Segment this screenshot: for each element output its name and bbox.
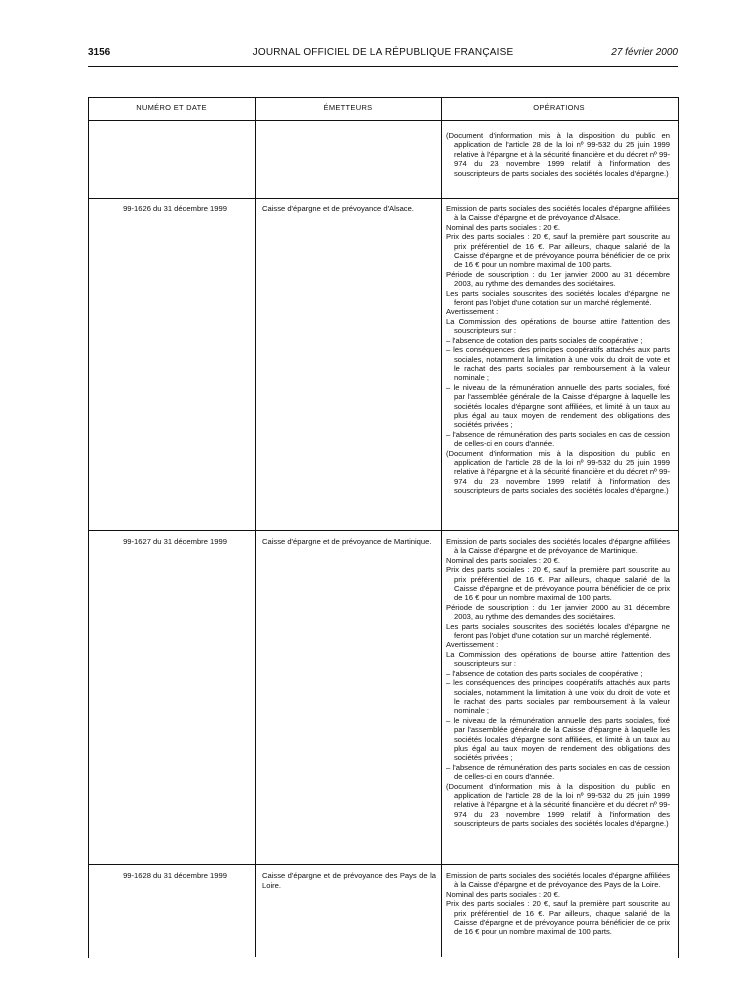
operation-text: Période de souscription : du 1er janvier 2000 au 31 décembre 2003, au rythme des demandes des sociétaires. [446, 602, 670, 622]
operation-text: Emission de parts sociales des sociétés locales d'épargne affiliées à la Caisse d'épargne et de prévoyance des Pays de la Loire. [446, 871, 670, 890]
table-row-continuation [446, 131, 670, 178]
operation-text: (Document d'information mis à la disposition du public en application de l'article 28 de la loi nº 99-532 du 25 juin 1999 relative à l'épargne et à la sécurité financière et du décret nº 99-974 du 23 novembre 1999 relatif à l'information des souscripteurs de parts sociales des sociétés locales d'épargne.) [446, 131, 670, 178]
operation-text: Les parts sociales souscrites des sociétés locales d'épargne ne feront pas l'objet d'une cotation sur un marché réglementé. [446, 288, 670, 308]
row-number: 99-1626 du 31 décembre 1999 [123, 204, 227, 213]
operation-text: Emission de parts sociales des sociétés locales d'épargne affiliées à la Caisse d'épargne et de prévoyance d'Alsace. [446, 204, 670, 223]
operation-text: (Document d'information mis à la disposition du public en application de l'article 28 de la loi nº 99-532 du 25 juin 1999 relative à l'épargne et à la sécurité financière et du décret nº 99-974 du 23 novembre 1999 relatif à l'information des souscripteurs de parts sociales des sociétés locales d'épargne.) [446, 781, 670, 829]
operation-text: Prix des parts sociales : 20 €, sauf la première part souscrite au prix préférentiel de 16 €. Par ailleurs, chaque salarié de la Caisse d'épargne et de prévoyance pourra bénéficier de ce prix de 16 € pour un nombre maximal de 100 parts. [446, 232, 670, 270]
operation-text: Période de souscription : du 1er janvier 2000 au 31 décembre 2003, au rythme des demandes des sociétaires. [446, 269, 670, 289]
operation-text: (Document d'information mis à la disposition du public en application de l'article 28 de la loi nº 99-532 du 25 juin 1999 relative à l'épargne et à la sécurité financière et du décret nº 99-974 du 23 novembre 1999 relatif à l'information des souscripteurs de parts sociales des sociétés locales d'épargne.) [446, 448, 670, 496]
operation-text: La Commission des opérations de bourse attire l'attention des souscripteurs sur : [446, 649, 670, 669]
row-issuer: Caisse d'épargne et de prévoyance des Pays de la Loire. [262, 871, 436, 890]
operation-bullet: – les conséquences des principes coopératifs attachés aux parts sociales, notamment la limitation à une voix du droit de vote et le rachat des parts sociales par remboursement à la valeur nominale ; [446, 678, 670, 716]
page-number: 3156 [88, 47, 111, 58]
operation-text: Nominal des parts sociales : 20 €. [446, 889, 560, 899]
column-divider-1 [255, 97, 256, 957]
journal-title: JOURNAL OFFICIEL DE LA RÉPUBLIQUE FRANÇAISE [252, 47, 514, 58]
operation-text: Prix des parts sociales : 20 €, sauf la première part souscrite au prix préférentiel de 16 €. Par ailleurs, chaque salarié de la Caisse d'épargne et de prévoyance pourra bénéficier de ce prix de 16 € pour un nombre maximal de 100 parts. [446, 899, 670, 937]
row-issuer: Caisse d'épargne et de prévoyance de Martinique. [262, 537, 432, 546]
operation-bullet: – les conséquences des principes coopératifs attachés aux parts sociales, notamment la limitation à une voix du droit de vote et le rachat des parts sociales par remboursement à la valeur nominale ; [446, 345, 670, 383]
column-header-issuer: ÉMETTEURS [323, 103, 373, 112]
column-divider-2 [441, 97, 442, 957]
operation-text: Prix des parts sociales : 20 €, sauf la première part souscrite au prix préférentiel de 16 €. Par ailleurs, chaque salarié de la Caisse d'épargne et de prévoyance pourra bénéficier de ce prix de 16 € pour un nombre maximal de 100 parts. [446, 565, 670, 603]
operation-text: Les parts sociales souscrites des sociétés locales d'épargne ne feront pas l'objet d'une cotation sur un marché réglementé. [446, 621, 670, 641]
operation-text: Nominal des parts sociales : 20 €. [446, 555, 560, 565]
operation-bullet: – le niveau de la rémunération annuelle des parts sociales, fixé par l'assemblée générale de la Caisse d'épargne à laquelle les sociétés locales d'épargne sont affiliées, et limité à un taux au plus égal au taux moyen de rendement des obligations des sociétés privées ; [446, 382, 670, 430]
operation-bullet: – l'absence de rémunération des parts sociales en cas de cession de celles-ci en cours d'année. [446, 429, 670, 449]
column-header-operations: OPÉRATIONS [533, 103, 585, 112]
row-separator [88, 198, 678, 199]
row-number: 99-1627 du 31 décembre 1999 [123, 537, 227, 546]
operation-bullet: – l'absence de cotation des parts sociales de coopérative ; [446, 668, 643, 678]
row-separator [88, 530, 678, 531]
operation-bullet: – le niveau de la rémunération annuelle des parts sociales, fixé par l'assemblée générale de la Caisse d'épargne à laquelle les sociétés locales d'épargne sont affiliées, et limité à un taux au plus égal au taux moyen de rendement des obligations des sociétés privées ; [446, 715, 670, 763]
operation-bullet: – l'absence de cotation des parts sociales de coopérative ; [446, 335, 643, 345]
row-issuer: Caisse d'épargne et de prévoyance d'Alsace. [262, 204, 414, 213]
header-rule [88, 66, 678, 67]
operation-text: Avertissement : [446, 640, 499, 650]
operation-text: Avertissement : [446, 307, 499, 317]
row-separator [88, 864, 678, 865]
page-header [88, 47, 678, 61]
row-operations [446, 871, 670, 937]
operation-text: Nominal des parts sociales : 20 €. [446, 222, 560, 232]
operation-text: Emission de parts sociales des sociétés locales d'épargne affiliées à la Caisse d'épargne et de prévoyance de Martinique. [446, 537, 670, 556]
row-operations [446, 204, 670, 496]
row-operations [446, 537, 670, 829]
publication-date: 27 février 2000 [611, 47, 678, 58]
header-row-rule [88, 120, 678, 121]
column-header-number: NUMÉRO ET DATE [136, 103, 207, 112]
operation-bullet: – l'absence de rémunération des parts sociales en cas de cession de celles-ci en cours d'année. [446, 762, 670, 782]
operation-text: La Commission des opérations de bourse attire l'attention des souscripteurs sur : [446, 316, 670, 336]
row-number: 99-1628 du 31 décembre 1999 [123, 871, 227, 880]
